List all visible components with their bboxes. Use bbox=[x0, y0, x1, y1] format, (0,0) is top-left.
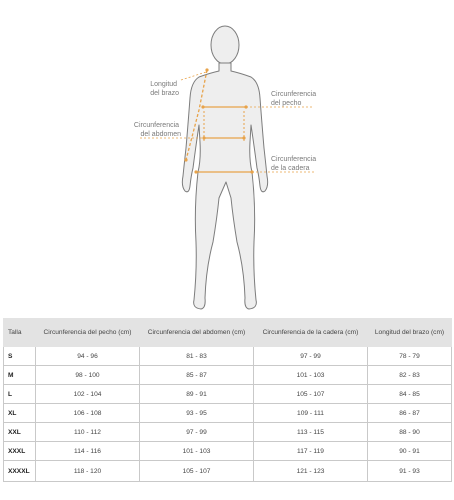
hip-cell: 113 - 115 bbox=[254, 423, 368, 442]
abdomen-cell: 93 - 95 bbox=[140, 404, 254, 423]
hip-label-line-2: de la cadera bbox=[271, 165, 310, 172]
hip-cell: 117 - 119 bbox=[254, 442, 368, 461]
abdomen-label-line-2: del abdomen bbox=[140, 131, 181, 138]
size-chart-table bbox=[3, 318, 452, 482]
abdomen-label-line-1: Circunferencia bbox=[133, 122, 180, 129]
size-cell: M bbox=[4, 366, 36, 385]
arm-length-cell: 78 - 79 bbox=[368, 347, 452, 366]
size-cell: XXXL bbox=[4, 442, 36, 461]
chest-cell: 94 - 96 bbox=[36, 347, 140, 366]
table-row bbox=[4, 385, 452, 404]
abdomen-cell: 89 - 91 bbox=[140, 385, 254, 404]
size-cell: XXXXL bbox=[4, 461, 36, 482]
chest-label-line-1: Circunferencia bbox=[271, 91, 317, 98]
header-abdomen: Circunferencia del abdomen (cm) bbox=[140, 319, 254, 347]
header-chest: Circunferencia del pecho (cm) bbox=[36, 319, 140, 347]
arm-length-marker-top bbox=[205, 68, 208, 71]
header-hip: Circunferencia de la cadera (cm) bbox=[254, 319, 368, 347]
abdomen-cell: 105 - 107 bbox=[140, 461, 254, 482]
header-size: Talla bbox=[4, 319, 36, 347]
chest-marker-right bbox=[244, 105, 247, 108]
header-arm-length: Longitud del brazo (cm) bbox=[368, 319, 452, 347]
chest-cell: 118 - 120 bbox=[36, 461, 140, 482]
header-row bbox=[4, 319, 452, 347]
human-silhouette bbox=[182, 26, 267, 309]
hip-cell: 121 - 123 bbox=[254, 461, 368, 482]
size-cell: S bbox=[4, 347, 36, 366]
hip-cell: 109 - 111 bbox=[254, 404, 368, 423]
hip-cell: 101 - 103 bbox=[254, 366, 368, 385]
size-cell: XXL bbox=[4, 423, 36, 442]
chest-cell: 114 - 116 bbox=[36, 442, 140, 461]
arm-length-cell: 90 - 91 bbox=[368, 442, 452, 461]
table-row bbox=[4, 461, 452, 482]
table-row bbox=[4, 423, 452, 442]
arm-length-cell: 91 - 93 bbox=[368, 461, 452, 482]
size-chart-body bbox=[4, 347, 452, 482]
hip-cell: 97 - 99 bbox=[254, 347, 368, 366]
arm-length-cell: 82 - 83 bbox=[368, 366, 452, 385]
chest-marker-left bbox=[201, 105, 204, 108]
abdomen-cell: 101 - 103 bbox=[140, 442, 254, 461]
table-row bbox=[4, 404, 452, 423]
arm-length-label-line-2: del brazo bbox=[150, 90, 179, 97]
chest-label bbox=[271, 91, 318, 107]
size-chart-header bbox=[4, 319, 452, 347]
chest-cell: 110 - 112 bbox=[36, 423, 140, 442]
hip-marker-left bbox=[194, 170, 197, 173]
arm-length-label-line-1: Longitud bbox=[150, 81, 178, 88]
hip-label bbox=[271, 156, 318, 172]
hip-cell: 105 - 107 bbox=[254, 385, 368, 404]
arm-length-cell: 86 - 87 bbox=[368, 404, 452, 423]
table-row bbox=[4, 366, 452, 385]
arm-length-cell: 88 - 90 bbox=[368, 423, 452, 442]
hip-marker-right bbox=[250, 170, 253, 173]
hip-label-line-1: Circunferencia bbox=[271, 156, 317, 163]
table-row bbox=[4, 442, 452, 461]
arm-length-label bbox=[150, 81, 179, 97]
size-cell: L bbox=[4, 385, 36, 404]
abdomen-marker-left bbox=[202, 136, 205, 139]
arm-length-marker-bottom bbox=[184, 158, 187, 161]
abdomen-marker-right bbox=[242, 136, 245, 139]
arm-length-cell: 84 - 85 bbox=[368, 385, 452, 404]
abdomen-label bbox=[134, 122, 181, 138]
size-cell: XL bbox=[4, 404, 36, 423]
chest-cell: 98 - 100 bbox=[36, 366, 140, 385]
torso-and-limbs-shape bbox=[182, 63, 267, 309]
table-row bbox=[4, 347, 452, 366]
head-shape bbox=[211, 26, 239, 64]
abdomen-cell: 81 - 83 bbox=[140, 347, 254, 366]
abdomen-cell: 85 - 87 bbox=[140, 366, 254, 385]
chest-label-line-2: del pecho bbox=[271, 100, 302, 107]
chest-cell: 102 - 104 bbox=[36, 385, 140, 404]
abdomen-cell: 97 - 99 bbox=[140, 423, 254, 442]
chest-cell: 106 - 108 bbox=[36, 404, 140, 423]
